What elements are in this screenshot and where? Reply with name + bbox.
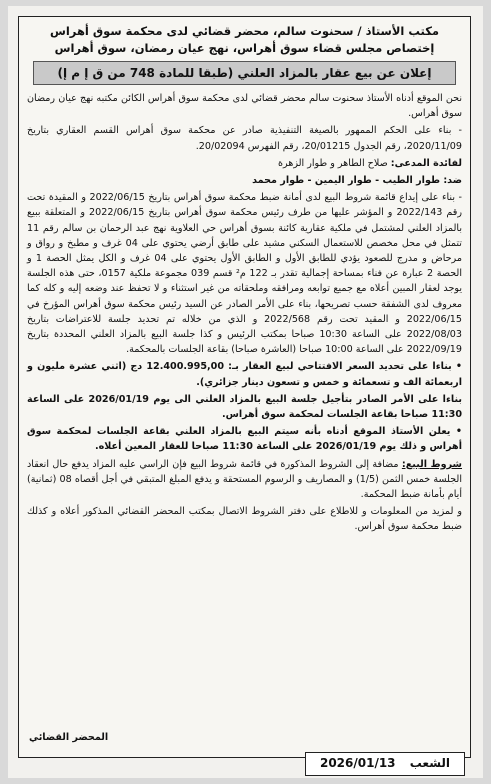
announcement-frame xyxy=(18,16,471,758)
publication-footer xyxy=(305,752,465,776)
header-line-2: إختصاص مجلس قضاء سوق أهراس، نهج عيان رمضان، سوق أهراس xyxy=(54,41,435,55)
plaintiffs-names: صلاح الطاهر و طوار الزهرة xyxy=(277,157,391,169)
announcement-title: إعلان عن بيع عقار بالمزاد العلني (طبقا للمادة 748 من ق إ م إ) xyxy=(33,61,456,85)
sale-conditions-text: مضافة إلى الشروط المذكورة في قائمة شروط البيع فإن الراسي عليه المزاد يدفع حال انعقاد الجلسة خمس الثمن (1/5) و المصاريف و الرسوم المستحقة و يدفع المبلغ المتبقي في أجل أقصاه 08 (ثمانية) أيام بأمانة ضبط المحكمة. xyxy=(27,458,462,501)
publication-date: 2026/01/13 xyxy=(319,756,396,770)
paragraph-judgment: - بناء على الحكم الممهور بالصيغة التنفيذية صادر عن محكمة سوق أهراس القسم العقاري بتاريخ 2020/11/09، رقم الجدول 20/01215، رقم الفهرس 20/02094. xyxy=(27,125,462,152)
sale-conditions-label: شروط البيع: xyxy=(401,458,462,470)
header-line-1: مكتب الأستاذ / سحنوت سالم، محضر قضائي لدى محكمة سوق أهراس xyxy=(49,24,440,38)
paragraph-opening-price: • بناءا على تحديد السعر الافتتاحي لبيع العقار بـ: 12.400.995,00 دج (اثني عشرة مليون و اربعمائة الف و تسعمائة و خمس و تسعون دينار جزائري). xyxy=(27,361,462,388)
paragraph-postponement: بناءا على الأمر الصادر بتأجيل جلسة البيع بالمزاد العلني الى يوم 2026/01/19 على الساعة 11:30 صباحا بقاعة الجلسات لمحكمة سوق أهراس. xyxy=(27,393,462,421)
publication-name: الشعب xyxy=(409,756,451,770)
newspaper-clipping xyxy=(8,6,483,778)
paragraph-sale-date: • يعلن الأستاذ الموقع أدناه بأنه سيتم البيع بالمزاد العلني بقاعة الجلسات لمحكمة سوق أهراس و ذلك يوم 2026/01/19 على الساعة 11:30 صباحا للعقار المعين أعلاه. xyxy=(27,426,462,453)
paragraph-contact: و لمزيد من المعلومات و للاطلاع على دفتر الشروط الاتصال بمكتب المحضر القضائي المذكور أعلاه و كذلك ضبط محكمة سوق أهراس. xyxy=(27,506,462,533)
paragraph-plaintiffs xyxy=(27,156,462,171)
signature: المحضر القضائي xyxy=(29,732,109,743)
paragraph-sale-conditions xyxy=(27,457,462,503)
paragraph-intro: نحن الموقع أدناه الأستاذ سحنوت سالم محضر قضائي لدى محكمة سوق أهراس الكائن مكتبه نهج عيان رمضان سوق أهراس. xyxy=(27,93,462,120)
plaintiffs-label: لفائدة المدعى: xyxy=(390,157,462,169)
paragraph-defendants: ضد: طوار الطيب - طوار اليمين - طوار محمد xyxy=(252,175,462,187)
paragraph-property-description: - بناء على إيداع قائمة شروط البيع لدى أمانة ضبط محكمة سوق أهراس بتاريخ 2022/06/15 و المقيدة تحت رقم 2022/143 و المؤشر عليها من طرف رئيس محكمة سوق أهراس بتاريخ 2022/06/15 و المتعلقة ببيع بالمزاد العلني لمشتمل في ملكية عقارية كائنة بسوق أهراس حي العلاوية نهج عبد الرحمان بن سالم رقم 11 تتمثل في محل مخصص للاستعمال السكني مشيد على طابق أرضي يحتوي على 04 غرف و مطبخ و رواق و مرحاض و مدرج للصعود يؤدي للطابق الأول و الطابق الأول يحتوي على 04 غرف و الكل يمثل الحصة 1 و الحصة 2 عبارة عن فناء بمساحة إجمالية تقدر بـ 122 م² قسم 039 مجموعة ملكية 0157، حتى هذه الجلسة يوجد لعقار المبين أعلاه مع جميع توابعه ومرافقه وملحقاته من غير استثناء و لا تحفظ عند وضعه إليه و كله كما معروف لدى الشفقة حسب تصريحها، بناء على الأمر الصادر عن السيد رئيس محكمة سوق أهراس المؤرخ في 2022/06/15 و المقيد تحت رقم 2022/568 و الذي من خلاله تم تحديد جلسة للاعتراضات بتاريخ 2022/08/03 على الساعة 10:30 صباحا بمكتب الرئيس و كذا جلسة البيع بالمزاد العلني المحددة بتاريخ 2022/09/19 على الساعة 10:00 صباحا (العاشرة صباحا) بقاعة الجلسات بالمحكمة. xyxy=(27,192,463,356)
